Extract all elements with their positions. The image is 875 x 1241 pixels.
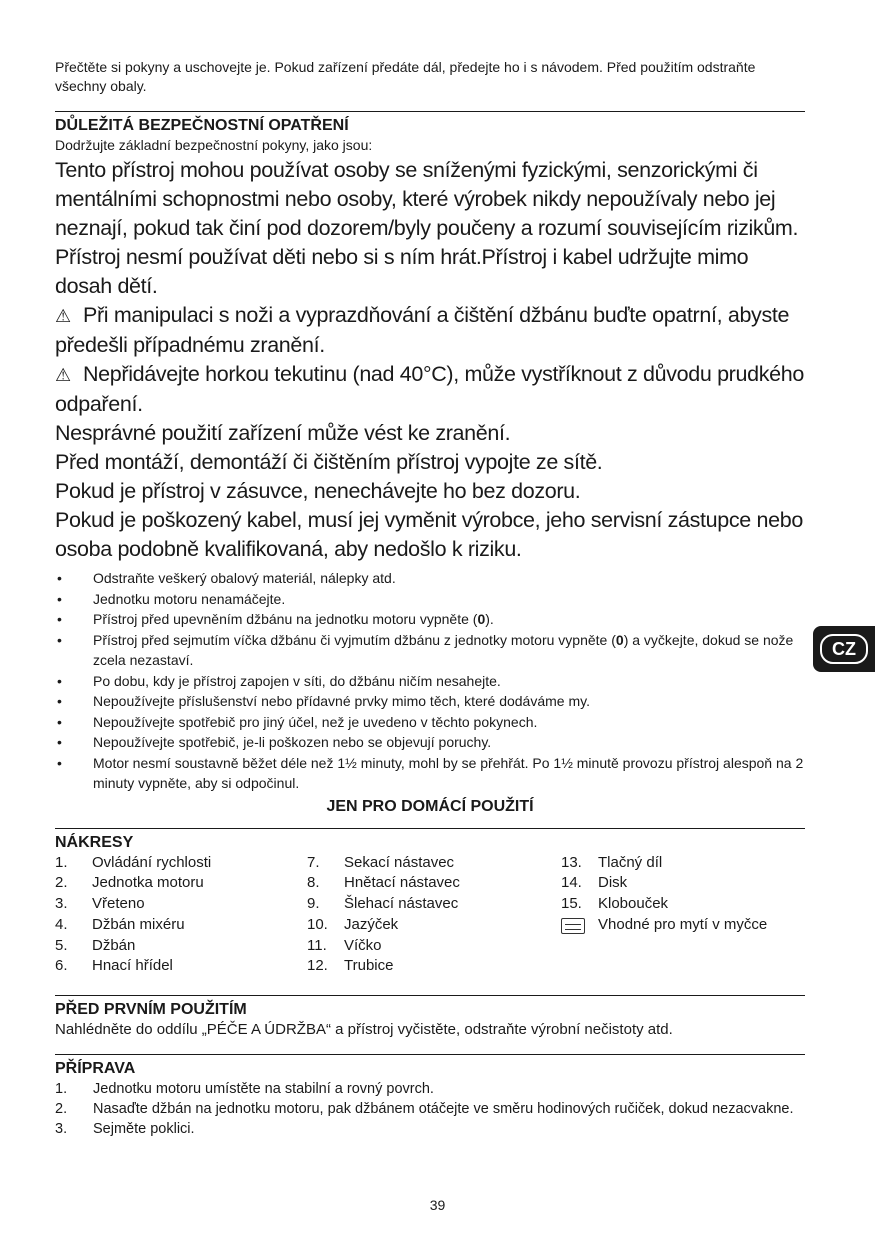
item-number: 4. xyxy=(55,915,68,933)
warning-item xyxy=(55,301,805,360)
item-label: Jazýček xyxy=(344,915,399,933)
list-item: • Odstraňte veškerý obalový materiál, nálepky atd. xyxy=(55,568,805,589)
page-number: 39 xyxy=(429,1197,446,1213)
list-item xyxy=(561,915,805,936)
step-number: 2. xyxy=(55,1101,68,1118)
list-item: • Nepoužívejte spotřebič pro jiný účel, než je uvedeno v těchto pokynech. xyxy=(55,712,805,733)
item-label: Ovládání rychlosti xyxy=(92,853,212,871)
step-text: Jednotku motoru umístěte na stabilní a rovný povrch. xyxy=(93,1081,434,1098)
list-item xyxy=(307,894,561,915)
list-item: • Po dobu, kdy je přístroj zapojen v síti, do džbánu ničím nesahejte. xyxy=(55,671,805,692)
list-item xyxy=(307,873,561,894)
list-item xyxy=(55,915,307,936)
drawings-title: NÁKRESY xyxy=(55,833,134,851)
list-item xyxy=(561,873,805,894)
list-item xyxy=(55,1119,805,1139)
parts-list xyxy=(55,853,805,978)
item-label: Džbán mixéru xyxy=(92,915,185,933)
item-number: 1. xyxy=(55,853,68,871)
list-item xyxy=(307,956,561,977)
step-number: 3. xyxy=(55,1121,68,1138)
item-number: 11. xyxy=(307,936,327,954)
warning-text: Nepřidávejte horkou tekutinu (nad 40°C), může vystříknout z důvodu prudkého odpaření. xyxy=(55,362,804,416)
safety-paragraph: Pokud je poškozený kabel, musí jej vyměnit výrobce, jeho servisní zástupce nebo osoba podobně kvalifikovaná, aby nedošlo k riziku. xyxy=(55,508,803,561)
warning-item xyxy=(55,360,805,419)
parts-column xyxy=(307,853,561,978)
item-label: Vhodné pro mytí v myčce xyxy=(598,915,768,933)
item-number: 8. xyxy=(307,874,320,892)
list-item xyxy=(307,915,561,936)
list-item: • Nepoužívejte spotřebič, je-li poškozen nebo se objevují poruchy. xyxy=(55,732,805,753)
list-item xyxy=(55,853,307,874)
preparation-section-header xyxy=(55,1054,805,1079)
item-label: Džbán xyxy=(92,936,136,954)
list-item xyxy=(561,894,805,915)
list-item: • Nepoužívejte příslušenství nebo přídavné prvky mimo těch, které dodáváme my. xyxy=(55,691,805,712)
item-label: Hnací hřídel xyxy=(92,957,173,975)
before-use-section-header xyxy=(55,995,805,1020)
safety-large-text xyxy=(55,156,805,564)
item-number: 14. xyxy=(561,874,582,892)
step-number: 1. xyxy=(55,1081,68,1098)
before-use-text: Nahlédněte do oddílu „PÉČE A ÚDRŽBA“ a přístroj vyčistěte, odstraňte výrobní nečistoty atd. xyxy=(55,1021,673,1039)
drawings-section-header xyxy=(55,828,805,853)
intro-text: Přečtěte si pokyny a uschovejte je. Pokud zařízení předáte dál, předejte ho i s návodem. Před použitím odstraňte všechny obaly. xyxy=(55,59,756,94)
parts-column xyxy=(55,853,307,978)
safety-subtitle: Dodržujte základní bezpečnostní pokyny, jako jsou: xyxy=(55,137,373,153)
item-label: Tlačný díl xyxy=(598,853,663,871)
item-label: Trubice xyxy=(344,957,394,975)
list-item xyxy=(55,956,307,977)
item-label: Šlehací nástavec xyxy=(344,895,459,913)
preparation-title: PŘÍPRAVA xyxy=(55,1060,136,1078)
language-tab xyxy=(813,626,875,672)
warning-text: Při manipulaci s noži a vyprazdňování a čištění džbánu buďte opatrní, abyste předešli případnému zranění. xyxy=(55,303,790,357)
page-content xyxy=(55,58,805,1139)
preparation-steps xyxy=(55,1079,805,1139)
item-label: Jednotka motoru xyxy=(92,874,204,892)
item-label: Klobouček xyxy=(598,895,669,913)
home-use-notice: JEN PRO DOMÁCÍ POUŽITÍ xyxy=(326,797,534,815)
parts-column xyxy=(561,853,805,978)
step-text: Nasaďte džbán na jednotku motoru, pak džbánem otáčejte ve směru hodinových ručiček, dokud nezacvakne. xyxy=(93,1101,794,1118)
item-number: 15. xyxy=(561,895,582,913)
safety-section-header xyxy=(55,111,805,154)
item-number: 6. xyxy=(55,957,68,975)
safety-paragraph: Nesprávné použití zařízení může vést ke zranění. xyxy=(55,421,511,445)
step-text: Sejměte poklici. xyxy=(93,1121,195,1138)
safety-paragraph: Před montáží, demontáží či čištěním přístroj vypojte ze sítě. xyxy=(55,450,603,474)
list-item xyxy=(307,936,561,957)
item-label: Vřeteno xyxy=(92,895,145,913)
item-label: Hnětací nástavec xyxy=(344,874,460,892)
list-item xyxy=(561,853,805,874)
item-number: 3. xyxy=(55,895,68,913)
item-number: 10. xyxy=(307,915,328,933)
item-number: 5. xyxy=(55,936,68,954)
list-item: • Motor nesmí soustavně běžet déle než 1½ minuty, mohl by se přehřát. Po 1½ minutě provozu přístroj alespoň na 2 minuty vypněte, aby si odpočinul. xyxy=(55,753,805,794)
list-item: • Přístroj před sejmutím víčka džbánu či vyjmutím džbánu z jednotky motoru vypněte (0) a vyčkejte, dokud se nože zcela nezastaví. xyxy=(55,630,805,671)
list-item xyxy=(55,873,307,894)
item-number: 7. xyxy=(307,853,320,871)
safety-paragraph: Pokud je přístroj v zásuvce, nenechávejte ho bez dozoru. xyxy=(55,479,581,503)
item-label: Disk xyxy=(598,874,628,892)
list-item xyxy=(55,936,307,957)
list-item xyxy=(55,894,307,915)
language-code: CZ xyxy=(820,634,868,664)
before-use-title: PŘED PRVNÍM POUŽITÍM xyxy=(55,1001,247,1019)
list-item xyxy=(55,1099,805,1119)
item-label: Víčko xyxy=(344,936,382,954)
list-item: • Jednotku motoru nenamáčejte. xyxy=(55,589,805,610)
item-label: Sekací nástavec xyxy=(344,853,455,871)
item-number: 12. xyxy=(307,957,328,975)
dishwasher-icon xyxy=(561,918,585,934)
safety-title: DŮLEŽITÁ BEZPEČNOSTNÍ OPATŘENÍ xyxy=(55,117,349,134)
list-item xyxy=(307,853,561,874)
warning-triangle-icon: ⚠ xyxy=(55,306,71,326)
safety-paragraph: Tento přístroj mohou používat osoby se sníženými fyzickými, senzorickými či mentálními schopnostmi nebo osoby, které výrobek nikdy nepoužívaly nebo jej neznají, pokud tak činí pod dozorem/byly poučeny a rozumí souvisejícím rizikům. Přístroj nesmí používat děti nebo si s ním hrát.Přístroj i kabel udržujte mimo dosah dětí. xyxy=(55,158,799,298)
item-number: 13. xyxy=(561,853,582,871)
hot-surface-warning-icon: ⚠ xyxy=(55,365,71,385)
item-number: 2. xyxy=(55,874,68,892)
list-item: • Přístroj před upevněním džbánu na jednotku motoru vypněte (0). xyxy=(55,609,805,630)
item-number: 9. xyxy=(307,895,320,913)
safety-bullet-list xyxy=(55,568,805,794)
list-item xyxy=(55,1079,805,1099)
